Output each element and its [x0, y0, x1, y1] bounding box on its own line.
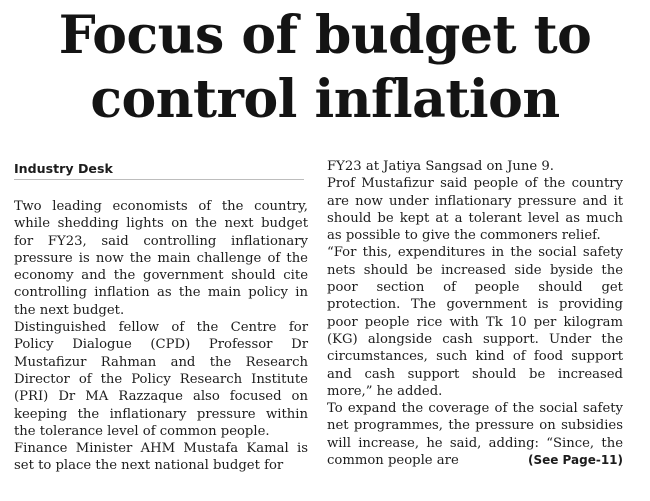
paragraph: “For this, expenditures in the social safety nets should be increased side byside the poor section of people should get protection. The government is providing poor people rice with Tk 10 per kilogram (KG) alongside cash support. Under the circumstances, such kind of food support and cash support should be increased more,” he added.	[327, 245, 623, 399]
article-column-left	[14, 160, 308, 475]
paragraph: Distinguished fellow of the Centre for Policy Dialogue (CPD) Professor Dr Mustafizur Rahman and the Research Director of the Policy Research Institute (PRI) Dr MA Razzaque also focused on keeping the inflationary pressure within the tolerance level of common people.	[14, 320, 308, 439]
headline-line-1: Focus of budget to	[58, 5, 592, 66]
paragraph: FY23 at Jatiya Sangsad on June 9.	[327, 159, 554, 174]
paragraph: Prof Mustafizur said people of the country are now under inflationary pressure and it should be kept at a tolerant level as much as possible to give the commoners relief.	[327, 176, 623, 244]
headline	[0, 4, 650, 132]
paragraph-last	[327, 400, 623, 469]
byline: Industry Desk	[14, 160, 304, 180]
paragraph-last-text: To expand the coverage of the social safety net programmes, the pressure on subsidies will increase, he said, adding: “Since, the common people are	[327, 401, 623, 469]
paragraph: Finance Minister AHM Mustafa Kamal is set to place the next national budget for	[14, 441, 308, 474]
paragraph: Two leading economists of the country, while shedding lights on the next budget for FY23, said controlling inflationary pressure is now the main challenge of the economy and the government should cite controlling inflation as the main policy in the next budget.	[14, 199, 308, 318]
continuation-note: (See Page-11)	[527, 453, 623, 468]
headline-line-2: control inflation	[90, 69, 560, 130]
article-column-right	[327, 158, 623, 469]
